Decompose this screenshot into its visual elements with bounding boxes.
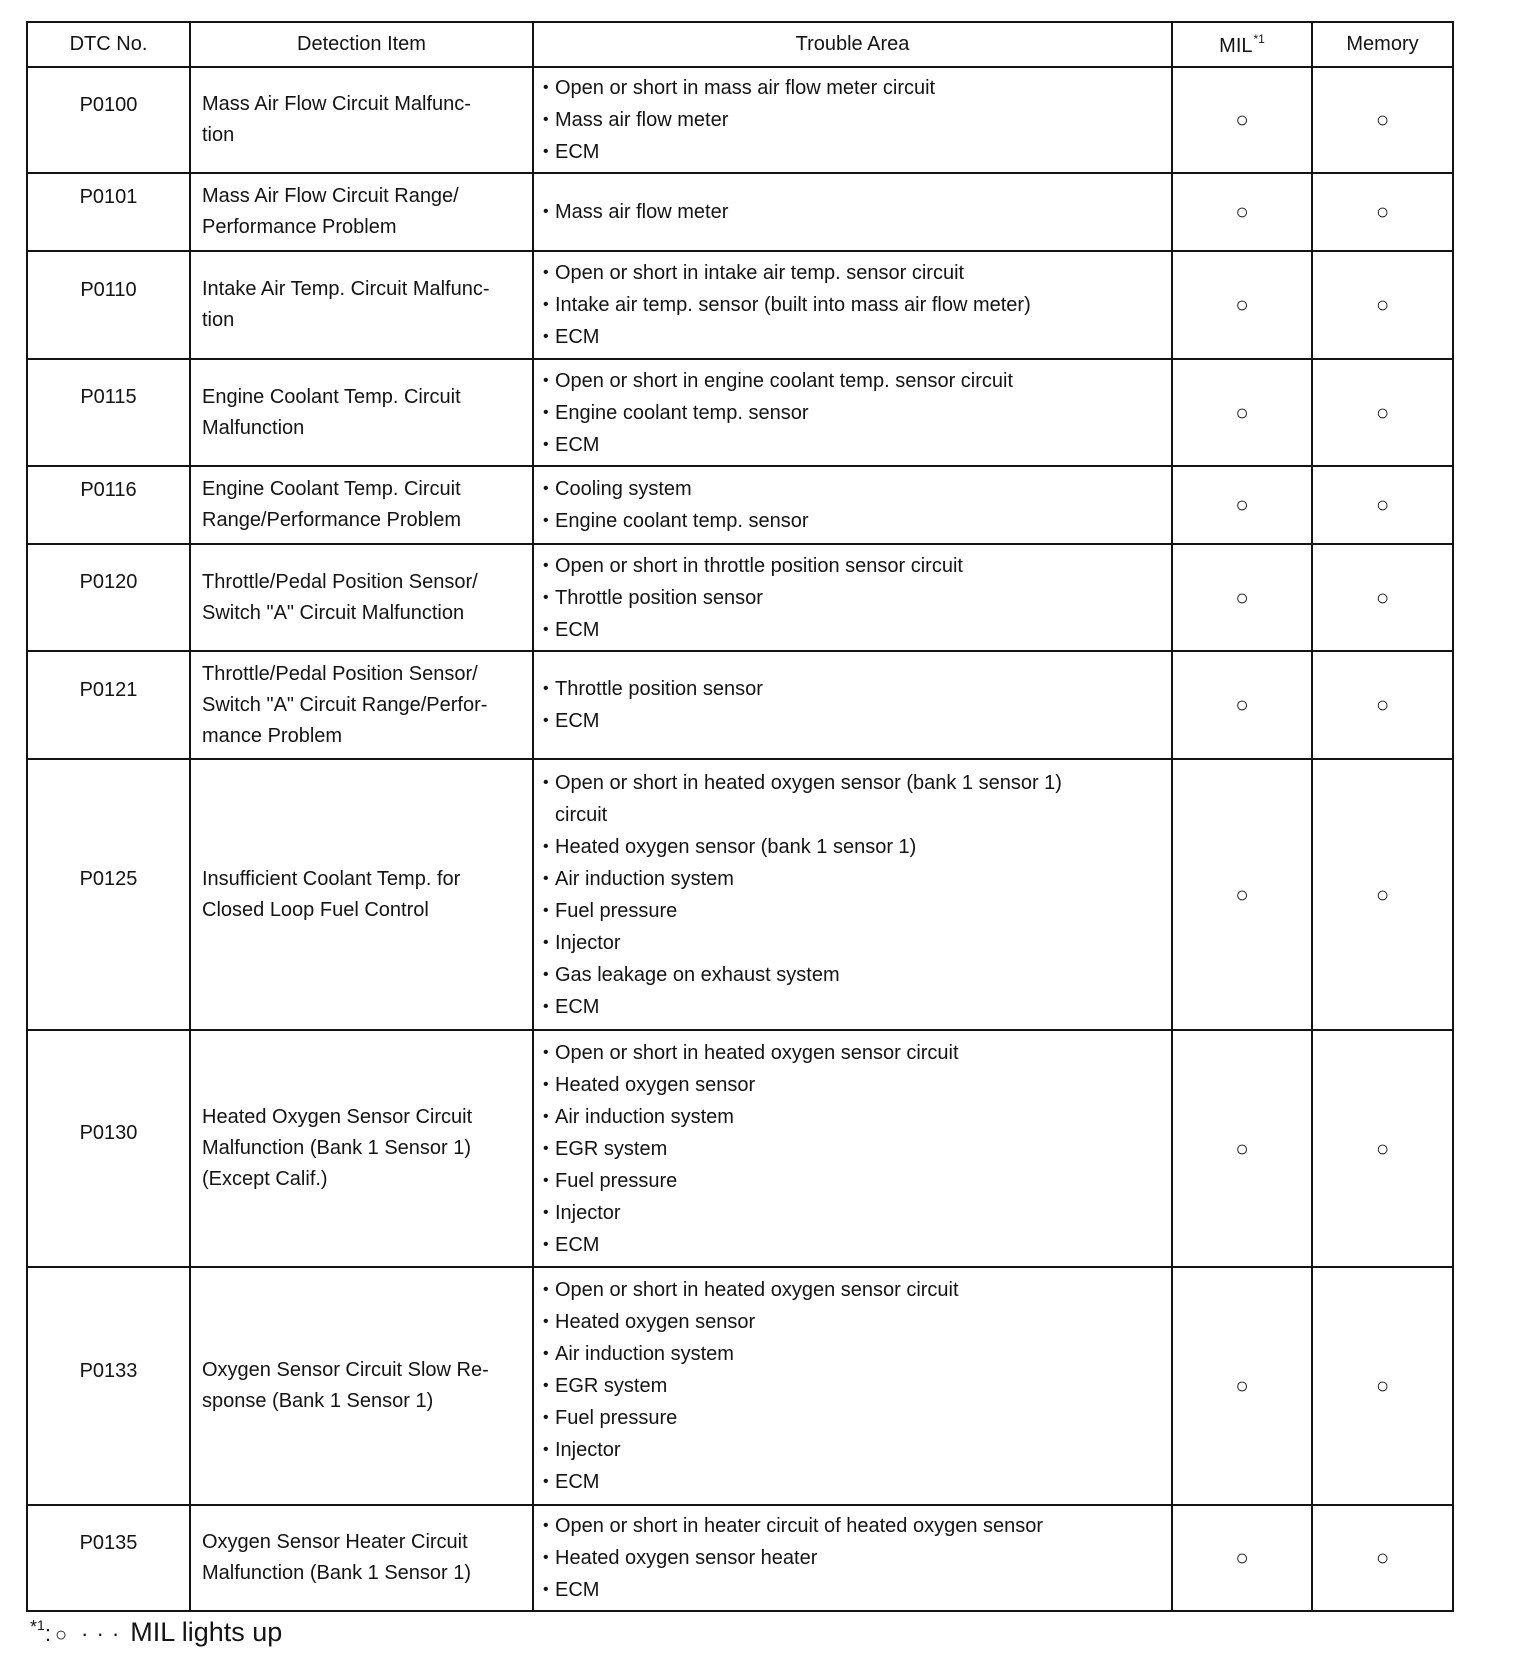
trouble-area-list xyxy=(543,1510,1161,1606)
trouble-area-item: • ECM xyxy=(543,1229,1161,1261)
dtc-table xyxy=(26,21,1454,1612)
table-row xyxy=(27,759,1453,1030)
footnote-marker xyxy=(30,1617,45,1638)
trouble-area-item: • Injector xyxy=(543,927,1161,959)
dtc-code: P0133 xyxy=(27,1267,190,1505)
detection-item-line: Oxygen Sensor Heater Circuit xyxy=(202,1531,468,1553)
trouble-area-item: • Open or short in heater circuit of heated oxygen sensor xyxy=(543,1510,1161,1542)
mil-indicator: ○ xyxy=(1172,759,1312,1030)
detection-item-line: (Except Calif.) xyxy=(202,1168,328,1190)
trouble-area xyxy=(533,1505,1172,1611)
mil-indicator: ○ xyxy=(1172,544,1312,651)
mil-indicator: ○ xyxy=(1172,67,1312,173)
header-mil-footnote-ref: *1 xyxy=(1253,31,1265,46)
trouble-area-list xyxy=(543,550,1161,646)
table-row xyxy=(27,1267,1453,1505)
memory-indicator: ○ xyxy=(1312,173,1453,251)
trouble-area-item: • Mass air flow meter xyxy=(543,196,1161,228)
trouble-area-item: • Air induction system xyxy=(543,1338,1161,1370)
trouble-area-item: • ECM xyxy=(543,1466,1161,1498)
trouble-area xyxy=(533,651,1172,759)
trouble-area-item: • Fuel pressure xyxy=(543,1165,1161,1197)
header-trouble-area: Trouble Area xyxy=(533,22,1172,67)
table-row xyxy=(27,359,1453,466)
detection-item-line: Heated Oxygen Sensor Circuit xyxy=(202,1106,473,1128)
detection-item-line: Switch "A" Circuit Malfunction xyxy=(202,601,465,624)
trouble-area-item: • Air induction system xyxy=(543,1101,1161,1133)
trouble-area xyxy=(533,173,1172,251)
mil-indicator: ○ xyxy=(1172,466,1312,544)
detection-item-line: Engine Coolant Temp. Circuit xyxy=(202,478,461,500)
trouble-area-item: • Heated oxygen sensor heater xyxy=(543,1542,1161,1574)
table-row xyxy=(27,251,1453,359)
trouble-area xyxy=(533,1030,1172,1267)
trouble-area-item: • ECM xyxy=(543,136,1161,168)
trouble-area-item: • Heated oxygen sensor (bank 1 sensor 1) xyxy=(543,831,1161,863)
trouble-area-list xyxy=(543,72,1161,168)
trouble-area-item: • Engine coolant temp. sensor xyxy=(543,505,1161,537)
detection-item xyxy=(190,173,533,251)
dtc-code: P0121 xyxy=(27,651,190,759)
trouble-area-list xyxy=(543,196,1161,228)
detection-item-line: sponse (Bank 1 Sensor 1) xyxy=(202,1390,434,1412)
mil-indicator: ○ xyxy=(1172,651,1312,759)
trouble-area-item: • Heated oxygen sensor xyxy=(543,1306,1161,1338)
memory-indicator: ○ xyxy=(1312,759,1453,1030)
detection-item xyxy=(190,1505,533,1611)
memory-indicator: ○ xyxy=(1312,651,1453,759)
trouble-area-item: • ECM xyxy=(543,1574,1161,1606)
trouble-area-item: • Cooling system xyxy=(543,473,1161,505)
trouble-area-item: • Throttle position sensor xyxy=(543,673,1161,705)
detection-item-line: Malfunction xyxy=(202,416,305,439)
trouble-area xyxy=(533,759,1172,1030)
trouble-area-item: • Fuel pressure xyxy=(543,1402,1161,1434)
detection-item-line: tion xyxy=(202,124,235,146)
trouble-area xyxy=(533,359,1172,466)
trouble-area-item: • Gas leakage on exhaust system xyxy=(543,959,1161,991)
memory-indicator: ○ xyxy=(1312,251,1453,359)
table-header xyxy=(27,22,1453,67)
detection-item-line: Engine Coolant Temp. Circuit xyxy=(202,385,461,408)
trouble-area-item: • Injector xyxy=(543,1197,1161,1229)
trouble-area-item: • Open or short in mass air flow meter circuit xyxy=(543,72,1161,104)
detection-item-line: Oxygen Sensor Circuit Slow Re- xyxy=(202,1359,489,1381)
detection-item-line: Throttle/Pedal Position Sensor/ xyxy=(202,570,478,593)
dtc-code: P0125 xyxy=(27,759,190,1030)
detection-item-line: Range/Performance Problem xyxy=(202,509,462,531)
detection-item-line: Mass Air Flow Circuit Malfunc- xyxy=(202,93,471,115)
trouble-area xyxy=(533,67,1172,173)
dtc-code: P0116 xyxy=(27,466,190,544)
detection-item xyxy=(190,359,533,466)
trouble-area xyxy=(533,544,1172,651)
detection-item xyxy=(190,67,533,173)
detection-item xyxy=(190,251,533,359)
footnote xyxy=(30,1617,282,1648)
memory-indicator: ○ xyxy=(1312,544,1453,651)
trouble-area-item: • Open or short in intake air temp. sensor circuit xyxy=(543,257,1161,289)
footnote-dots: · · · xyxy=(81,1621,121,1646)
trouble-area-list xyxy=(543,365,1161,461)
memory-indicator: ○ xyxy=(1312,1267,1453,1505)
mil-indicator: ○ xyxy=(1172,1030,1312,1267)
trouble-area-item: • Heated oxygen sensor xyxy=(543,1069,1161,1101)
trouble-area-item: • ECM xyxy=(543,321,1161,353)
dtc-code: P0135 xyxy=(27,1505,190,1611)
detection-item-line: Throttle/Pedal Position Sensor/ xyxy=(202,662,478,685)
trouble-area-list xyxy=(543,1037,1161,1261)
table-row xyxy=(27,651,1453,759)
header-memory: Memory xyxy=(1312,22,1453,67)
trouble-area-list xyxy=(543,767,1161,1023)
detection-item xyxy=(190,759,533,1030)
detection-item-line: Mass Air Flow Circuit Range/ xyxy=(202,185,459,207)
table-body xyxy=(27,67,1453,1611)
trouble-area-item: • Engine coolant temp. sensor xyxy=(543,397,1161,429)
trouble-area-item: • ECM xyxy=(543,705,1161,737)
trouble-area-item: • ECM xyxy=(543,614,1161,646)
trouble-area-list xyxy=(543,257,1161,353)
detection-item-line: Malfunction (Bank 1 Sensor 1) xyxy=(202,1562,472,1584)
detection-item-line: mance Problem xyxy=(202,724,343,747)
trouble-area-list xyxy=(543,1274,1161,1498)
header-dtc-no: DTC No. xyxy=(27,22,190,67)
trouble-area-item: • EGR system xyxy=(543,1133,1161,1165)
mil-indicator: ○ xyxy=(1172,1505,1312,1611)
detection-item xyxy=(190,466,533,544)
table-row xyxy=(27,1505,1453,1611)
trouble-area-item: • EGR system xyxy=(543,1370,1161,1402)
mil-indicator: ○ xyxy=(1172,1267,1312,1505)
dtc-code: P0130 xyxy=(27,1030,190,1267)
dtc-code: P0110 xyxy=(27,251,190,359)
trouble-area-item: • Open or short in heated oxygen sensor (bank 1 sensor 1) circuit xyxy=(543,767,1161,831)
dtc-code: P0115 xyxy=(27,359,190,466)
detection-item xyxy=(190,544,533,651)
dtc-code: P0120 xyxy=(27,544,190,651)
table-row xyxy=(27,67,1453,173)
detection-item xyxy=(190,1030,533,1267)
trouble-area xyxy=(533,1267,1172,1505)
trouble-area-list xyxy=(543,673,1161,737)
detection-item-line: Switch "A" Circuit Range/Perfor- xyxy=(202,693,488,716)
detection-item-line: Intake Air Temp. Circuit Malfunc- xyxy=(202,278,490,300)
trouble-area-item: • Mass air flow meter xyxy=(543,104,1161,136)
footnote-star: * xyxy=(30,1617,38,1637)
trouble-area-item: • Open or short in throttle position sensor circuit xyxy=(543,550,1161,582)
header-row xyxy=(27,22,1453,67)
mil-indicator: ○ xyxy=(1172,173,1312,251)
header-mil xyxy=(1172,22,1312,67)
detection-item-line: tion xyxy=(202,309,235,331)
table-row xyxy=(27,544,1453,651)
detection-item xyxy=(190,651,533,759)
trouble-area-item: • Air induction system xyxy=(543,863,1161,895)
header-mil-label: MIL xyxy=(1219,34,1253,57)
trouble-area xyxy=(533,466,1172,544)
trouble-area-item: • Open or short in heated oxygen sensor circuit xyxy=(543,1037,1161,1069)
table-row xyxy=(27,173,1453,251)
header-detection-item: Detection Item xyxy=(190,22,533,67)
detection-item-line: Closed Loop Fuel Control xyxy=(202,898,429,921)
footnote-circle-symbol: ○ xyxy=(54,1624,68,1646)
trouble-area-list xyxy=(543,473,1161,537)
table-row xyxy=(27,466,1453,544)
footnote-colon: : xyxy=(44,1621,51,1646)
memory-indicator: ○ xyxy=(1312,1030,1453,1267)
trouble-area-item: • Open or short in engine coolant temp. sensor circuit xyxy=(543,365,1161,397)
trouble-area-item: • Open or short in heated oxygen sensor circuit xyxy=(543,1274,1161,1306)
mil-indicator: ○ xyxy=(1172,251,1312,359)
detection-item-line: Performance Problem xyxy=(202,216,397,238)
trouble-area-item: • Injector xyxy=(543,1434,1161,1466)
trouble-area-item: • Fuel pressure xyxy=(543,895,1161,927)
footnote-text: MIL lights up xyxy=(130,1617,283,1647)
memory-indicator: ○ xyxy=(1312,1505,1453,1611)
memory-indicator: ○ xyxy=(1312,466,1453,544)
detection-item xyxy=(190,1267,533,1505)
detection-item-line: Malfunction (Bank 1 Sensor 1) xyxy=(202,1137,472,1159)
memory-indicator: ○ xyxy=(1312,359,1453,466)
mil-indicator: ○ xyxy=(1172,359,1312,466)
trouble-area-item: • ECM xyxy=(543,429,1161,461)
detection-item-line: Insufficient Coolant Temp. for xyxy=(202,867,461,890)
dtc-code: P0100 xyxy=(27,67,190,173)
trouble-area-item: • Intake air temp. sensor (built into mass air flow meter) xyxy=(543,289,1161,321)
table-row xyxy=(27,1030,1453,1267)
footnote-number: 1 xyxy=(37,1617,45,1633)
memory-indicator: ○ xyxy=(1312,67,1453,173)
trouble-area xyxy=(533,251,1172,359)
trouble-area-item: • Throttle position sensor xyxy=(543,582,1161,614)
dtc-code: P0101 xyxy=(27,173,190,251)
trouble-area-item: • ECM xyxy=(543,991,1161,1023)
